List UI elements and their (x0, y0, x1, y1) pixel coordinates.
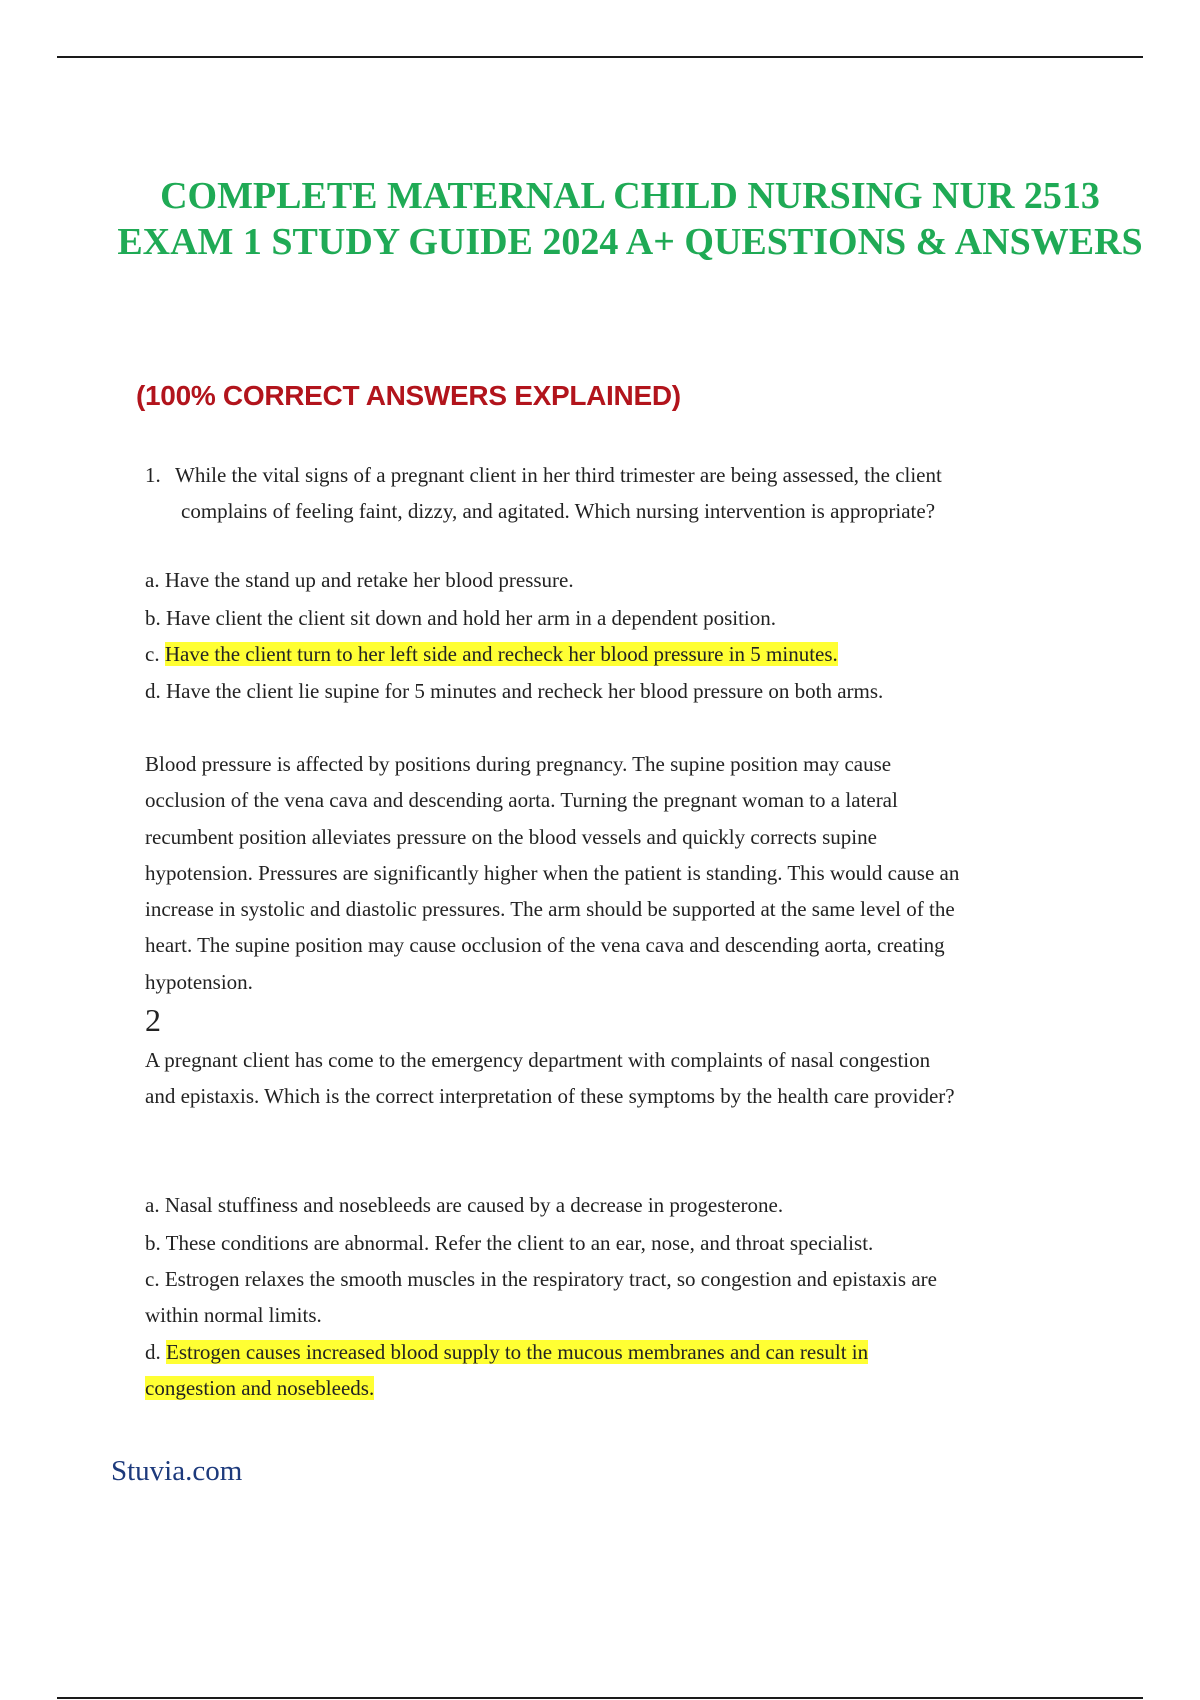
q2-option-a (145, 1187, 783, 1223)
page-title: COMPLETE MATERNAL CHILD NURSING NUR 2513 EXAM 1 STUDY GUIDE 2024 A+ QUESTIONS & ANSWERS (117, 175, 1143, 263)
question-1-text (175, 457, 942, 529)
question-1-number: 1. (145, 463, 161, 487)
q1-option-d-letter: d. (145, 679, 161, 703)
q2-option-c-text: Estrogen relaxes the smooth muscles in the respiratory tract, so congestion and epistaxis are (164, 1267, 937, 1291)
question-1 (145, 457, 1065, 529)
q1-option-d-text: Have the client lie supine for 5 minutes and recheck her blood pressure on both arms. (166, 679, 884, 703)
q2-option-c-letter: c. (145, 1267, 160, 1291)
question-2-line-1: A pregnant client has come to the emergency department with complaints of nasal congestion (145, 1048, 931, 1072)
bottom-rule (57, 1697, 1143, 1699)
q1-option-b-text: Have client the client sit down and hold her arm in a dependent position. (166, 606, 777, 630)
question-1-line-1: While the vital signs of a pregnant client in her third trimester are being assessed, the client (175, 463, 942, 487)
top-rule (57, 56, 1143, 58)
rationale-line: recumbent position alleviates pressure on the blood vessels and quickly corrects supine (145, 824, 877, 849)
q2-option-d-correct (145, 1334, 1085, 1407)
rationale-line: hypotension. (145, 969, 253, 994)
rationale-line: Blood pressure is affected by positions during pregnancy. The supine position may cause (145, 752, 892, 776)
page-subtitle: (100% CORRECT ANSWERS EXPLAINED) (136, 380, 681, 411)
q2-option-b-text: These conditions are abnormal. Refer the client to an ear, nose, and throat specialist. (165, 1231, 874, 1255)
q2-option-c-text-line-2: within normal limits. (145, 1303, 322, 1328)
q2-option-d-text-highlighted: Estrogen causes increased blood supply to the mucous membranes and can result in (166, 1340, 869, 1364)
q2-option-d-letter: d. (145, 1340, 161, 1364)
q2-option-b (145, 1225, 873, 1261)
q1-option-a (145, 562, 574, 598)
question-1-line-2: complains of feeling faint, dizzy, and agitated. Which nursing intervention is appropriate? (181, 499, 936, 523)
q1-option-d (145, 673, 883, 709)
q1-option-a-letter: a. (145, 568, 160, 592)
rationale-line: increase in systolic and diastolic pressures. The arm should be supported at the same level of the (145, 897, 955, 922)
q1-option-a-text: Have the stand up and retake her blood pressure. (164, 568, 574, 592)
q1-option-c-correct (145, 636, 838, 672)
q1-option-c-text-highlighted: Have the client turn to her left side and recheck her blood pressure in 5 minutes. (164, 642, 838, 666)
stuvia-watermark-link[interactable]: Stuvia.com (111, 1455, 243, 1487)
rationale-line: occlusion of the vena cava and descending aorta. Turning the pregnant woman to a lateral (145, 788, 898, 813)
rationale-line: hypotension. Pressures are significantly higher when the patient is standing. This would cause an (145, 860, 960, 885)
q1-option-b-letter: b. (145, 606, 161, 630)
q2-option-c (145, 1261, 1085, 1334)
q1-option-b (145, 600, 776, 636)
q2-option-a-text: Nasal stuffiness and nosebleeds are caused by a decrease in progesterone. (164, 1193, 784, 1217)
question-2-line-2: and epistaxis. Which is the correct interpretation of these symptoms by the health care provider? (145, 1084, 955, 1109)
q2-option-d-text-line-2-highlighted: congestion and nosebleeds. (145, 1376, 375, 1401)
rationale-line: heart. The supine position may cause occlusion of the vena cava and descending aorta, creating (145, 933, 945, 958)
question-2-text (145, 1042, 1085, 1115)
q1-option-c-letter: c. (145, 642, 160, 666)
q1-rationale (145, 746, 1085, 1000)
q2-option-b-letter: b. (145, 1231, 161, 1255)
q2-option-a-letter: a. (145, 1193, 160, 1217)
question-2-number: 2 (145, 1002, 161, 1038)
